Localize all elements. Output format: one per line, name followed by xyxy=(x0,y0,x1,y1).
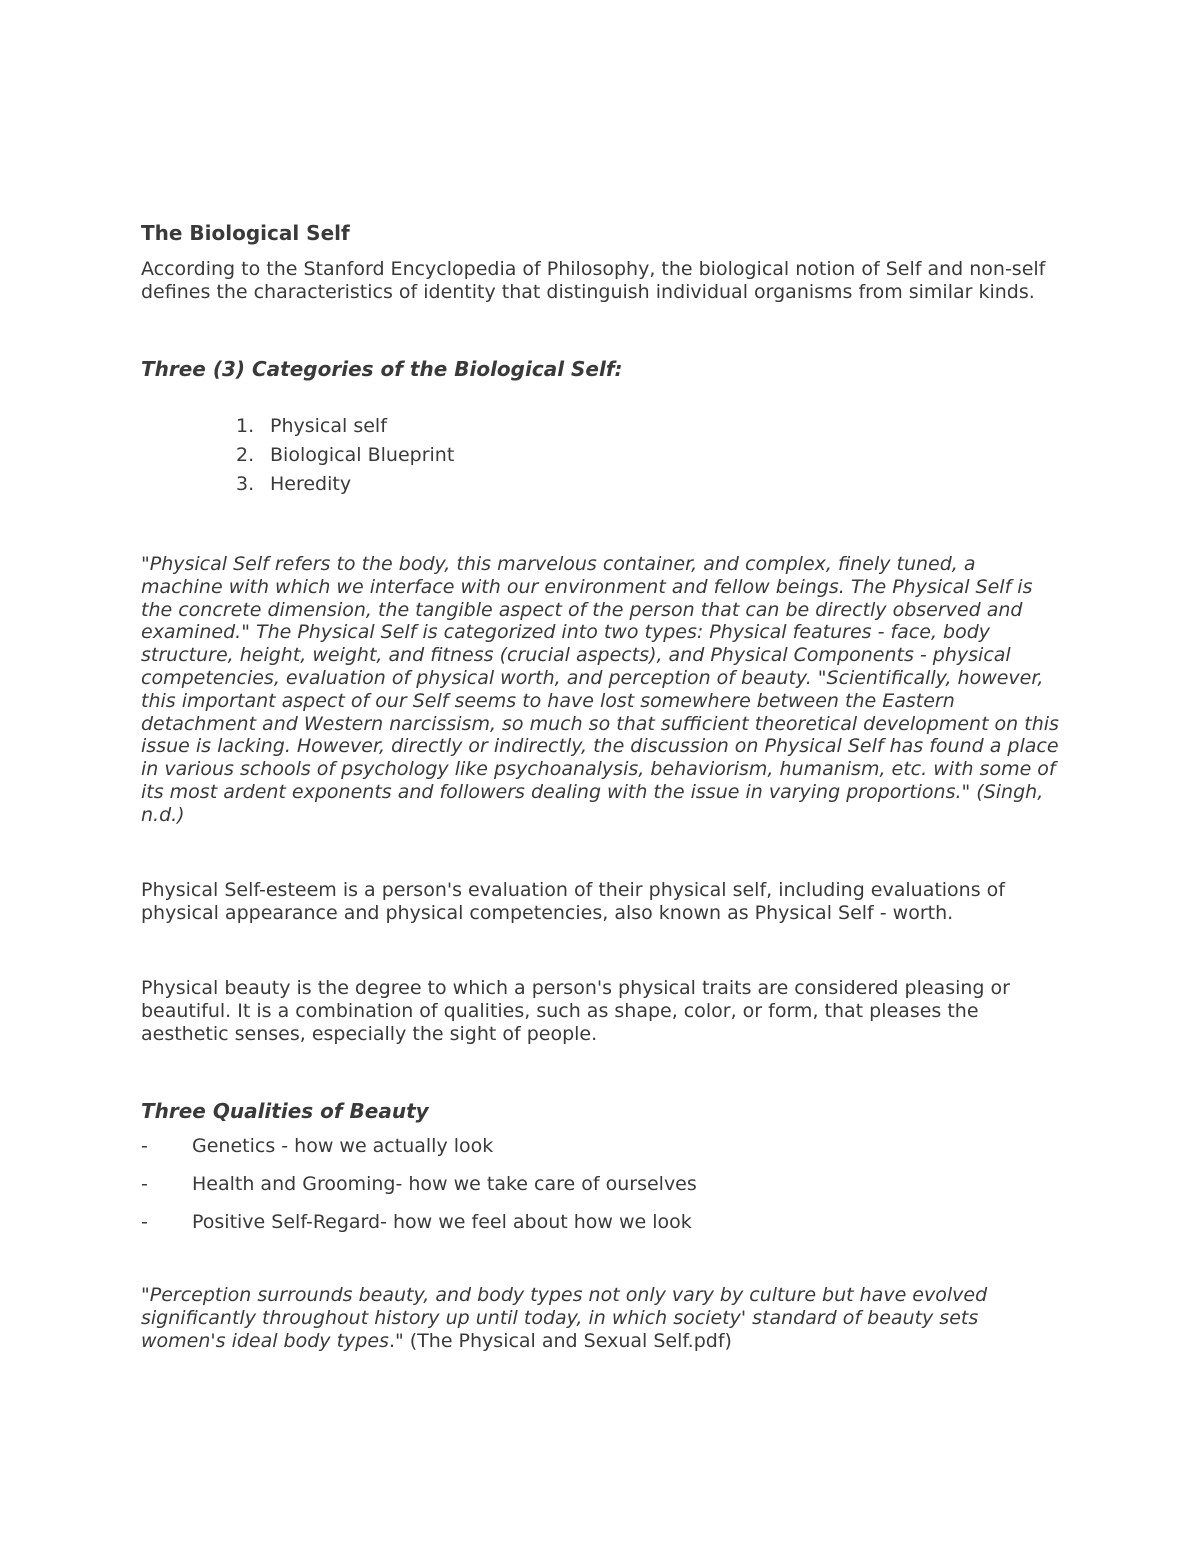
list-dash: - xyxy=(141,1172,148,1195)
list-item xyxy=(141,1134,1061,1158)
list-item xyxy=(236,412,1061,441)
closing-quote-citation: ." (The Physical and Sexual Self.pdf) xyxy=(388,1329,732,1352)
page-title: The Biological Self xyxy=(141,221,350,245)
categories-heading: Three (3) Categories of the Biological Self: xyxy=(141,357,623,381)
closing-quote xyxy=(141,1284,1061,1353)
list-item-label: Positive Self-Regard- how we feel about how we look xyxy=(192,1210,692,1233)
list-dash: - xyxy=(141,1134,148,1157)
qualities-list xyxy=(141,1134,1061,1234)
list-item xyxy=(141,1172,1061,1196)
list-item xyxy=(236,441,1061,470)
document-page xyxy=(141,220,1061,1353)
beauty-paragraph: Physical beauty is the degree to which a person's physical traits are considered pleasing or beautiful. It is a combination of qualities, such as shape, color, or form, that pleases the aesthetic senses, especially the sight of people. xyxy=(141,976,1010,1045)
list-item-label: Biological Blueprint xyxy=(270,444,455,466)
list-item-label: Physical self xyxy=(270,415,387,437)
quote-open-mark: " xyxy=(141,1283,150,1306)
categories-list xyxy=(141,412,1061,499)
list-dash: - xyxy=(141,1210,148,1233)
self-esteem-paragraph: Physical Self-esteem is a person's evaluation of their physical self, including evaluations of physical appearance and physical competencies, also known as Physical Self - worth. xyxy=(141,878,1005,924)
closing-quote-text: Perception surrounds beauty, and body types not only vary by culture but have evolved significantly throughout history up until today, in which society' standard of beauty sets women's ideal body types xyxy=(141,1283,988,1352)
list-item xyxy=(141,1210,1061,1234)
list-number: 1. xyxy=(236,415,255,437)
list-item-label: Health and Grooming- how we take care of ourselves xyxy=(192,1172,697,1195)
list-item xyxy=(236,470,1061,499)
qualities-heading: Three Qualities of Beauty xyxy=(141,1098,429,1123)
intro-paragraph: According to the Stanford Encyclopedia of Philosophy, the biological notion of Self and non-self defines the characteristics of identity that distinguish individual organisms from similar kinds. xyxy=(141,258,1046,303)
physical-self-quote: "Physical Self refers to the body, this marvelous container, and complex, finely tuned, a machine with which we interface with our environment and fellow beings. The Physical Self is the concrete dimension, the tangible aspect of the person that can be directly observed and examined." The Physical Self is categorized into two types: Physical features - face, body structure, height, weight, and fitness (crucial aspects), and Physical Components - physical competencies, evaluation of physical worth, and perception of beauty. "Scientifically, however, this important aspect of our Self seems to have lost somewhere between the Eastern detachment and Western narcissism, so much so that sufficient theoretical development on this issue is lacking. However, directly or indirectly, the discussion on Physical Self has found a place in various schools of psychology like psychoanalysis, behaviorism, humanism, etc. with some of its most ardent exponents and followers dealing with the issue in varying proportions." (Singh, n.d.) xyxy=(141,553,1059,826)
list-item-label: Genetics - how we actually look xyxy=(192,1134,494,1157)
list-number: 2. xyxy=(236,444,255,466)
list-item-label: Heredity xyxy=(270,473,352,495)
list-number: 3. xyxy=(236,473,255,495)
